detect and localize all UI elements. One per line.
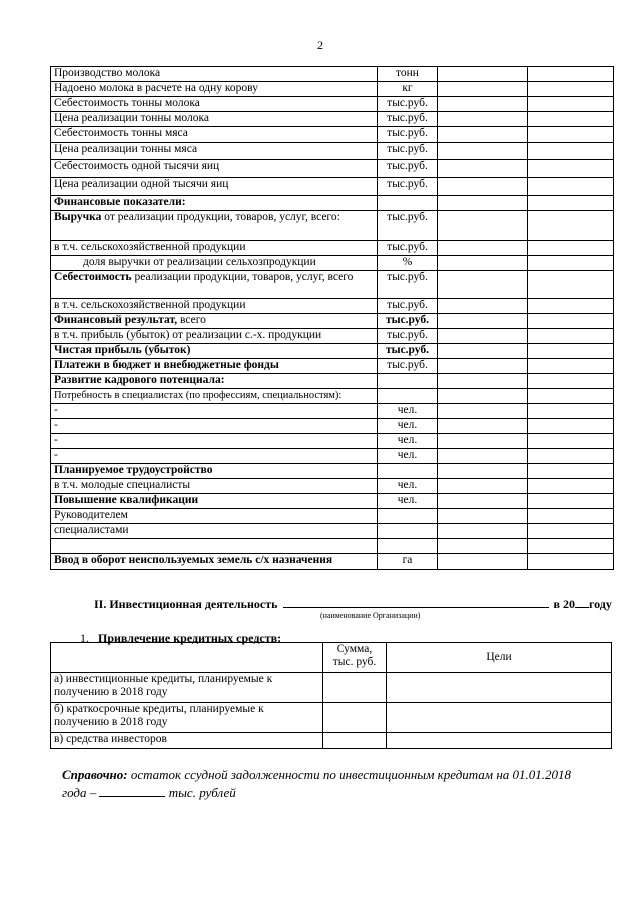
value-cell[interactable] <box>528 127 614 143</box>
row-label: в т.ч. сельскохозяйственной продукции <box>51 241 378 256</box>
row-label: Себестоимость тонны молока <box>51 97 378 112</box>
value-cell[interactable] <box>528 299 614 314</box>
row-unit <box>378 464 438 479</box>
credits-heading-text: Привлечение кредитных средств: <box>98 631 282 645</box>
table-row <box>51 178 614 196</box>
table-row <box>51 389 614 404</box>
value-cell[interactable] <box>528 404 614 419</box>
row-label-rest: реализации продукции, товаров, услуг, всего <box>131 271 354 283</box>
row-unit: тыс.руб. <box>378 329 438 344</box>
section-title <box>94 596 612 612</box>
value-cell[interactable] <box>438 329 528 344</box>
table-row <box>51 479 614 494</box>
section-title-text: II. Инвестиционная деятельность <box>94 597 278 611</box>
row-unit: га <box>378 554 438 570</box>
value-cell[interactable] <box>438 178 528 196</box>
row-unit: чел. <box>378 449 438 464</box>
row-label: специалистами <box>51 524 378 539</box>
table-row <box>51 82 614 97</box>
table-row <box>51 404 614 419</box>
value-cell[interactable] <box>438 389 528 404</box>
value-cell[interactable] <box>528 271 614 299</box>
organization-name-field[interactable] <box>283 596 549 608</box>
value-cell[interactable] <box>438 524 528 539</box>
row-unit: тыс.руб. <box>378 97 438 112</box>
table-row <box>51 703 612 733</box>
row-unit: тыс.руб. <box>378 127 438 143</box>
credit-goal-cell[interactable] <box>387 703 612 733</box>
value-cell[interactable] <box>438 211 528 241</box>
value-cell[interactable] <box>438 112 528 127</box>
value-cell[interactable] <box>438 494 528 509</box>
value-cell[interactable] <box>528 329 614 344</box>
row-unit: тыс.руб. <box>378 271 438 299</box>
page-number: 2 <box>317 38 323 52</box>
row-label: Себестоимость тонны мяса <box>51 127 378 143</box>
table-row <box>51 314 614 329</box>
table-row <box>51 344 614 359</box>
credit-row-label: а) инвестиционные кредиты, планируемые к получению в 2018 году <box>51 673 323 703</box>
row-label: Себестоимость одной тысячи яиц <box>51 160 378 178</box>
table-row <box>51 271 614 299</box>
value-cell[interactable] <box>438 256 528 271</box>
value-cell[interactable] <box>438 359 528 374</box>
value-cell[interactable] <box>528 554 614 570</box>
value-cell[interactable] <box>528 82 614 97</box>
value-cell[interactable] <box>438 449 528 464</box>
row-unit: тыс.руб. <box>378 143 438 160</box>
row-label: Производство молока <box>51 67 378 82</box>
value-cell[interactable] <box>438 196 528 211</box>
value-cell[interactable] <box>438 127 528 143</box>
row-label <box>51 211 378 241</box>
row-label: - <box>51 449 378 464</box>
row-label: в т.ч. сельскохозяйственной продукции <box>51 299 378 314</box>
value-cell[interactable] <box>438 464 528 479</box>
row-label <box>51 271 378 299</box>
value-cell[interactable] <box>528 178 614 196</box>
organization-caption: (наименование Организации) <box>320 611 421 620</box>
row-unit: тыс.руб. <box>378 211 438 241</box>
table-row <box>51 127 614 143</box>
row-label-bold: Себестоимость <box>54 271 132 283</box>
credit-sum-cell[interactable] <box>323 673 387 703</box>
year-field[interactable] <box>575 596 589 608</box>
value-cell[interactable] <box>528 314 614 329</box>
value-cell[interactable] <box>528 211 614 241</box>
value-cell[interactable] <box>438 539 528 554</box>
credit-goal-cell[interactable] <box>387 733 612 749</box>
row-unit: чел. <box>378 419 438 434</box>
value-cell[interactable] <box>528 344 614 359</box>
value-cell[interactable] <box>528 464 614 479</box>
credit-row-label: б) краткосрочные кредиты, планируемые к получению в 2018 году <box>51 703 323 733</box>
row-label-bold: Финансовый результат, <box>54 314 178 326</box>
row-unit <box>378 374 438 389</box>
row-label: Цена реализации тонны молока <box>51 112 378 127</box>
table-row <box>51 160 614 178</box>
note-text: остаток ссудной задолженности по инвестиционным кредитам на 01.01.2018 года – <box>62 767 572 800</box>
row-label: доля выручки от реализации сельхозпродукции <box>51 256 378 271</box>
value-cell[interactable] <box>438 344 528 359</box>
table-row <box>51 241 614 256</box>
row-label: Руководителем <box>51 509 378 524</box>
table-row <box>51 733 612 749</box>
value-cell[interactable] <box>528 539 614 554</box>
table-row <box>51 97 614 112</box>
value-cell[interactable] <box>438 67 528 82</box>
row-unit: кг <box>378 82 438 97</box>
indicators-table <box>50 66 614 570</box>
row-label <box>51 539 378 554</box>
credit-goal-cell[interactable] <box>387 673 612 703</box>
row-label: Повышение квалификации <box>51 494 378 509</box>
row-label-rest: от реализации продукции, товаров, услуг, всего: <box>101 211 340 223</box>
row-unit: тыс.руб. <box>378 359 438 374</box>
row-label: Цена реализации тонны мяса <box>51 143 378 160</box>
table-row <box>51 434 614 449</box>
value-cell[interactable] <box>528 449 614 464</box>
row-unit <box>378 389 438 404</box>
row-unit: тыс.руб. <box>378 160 438 178</box>
table-header-row <box>51 643 612 673</box>
value-cell[interactable] <box>528 160 614 178</box>
table-row <box>51 524 614 539</box>
debt-amount-field[interactable] <box>99 784 165 797</box>
row-label: в т.ч. молодые специалисты <box>51 479 378 494</box>
value-cell[interactable] <box>528 241 614 256</box>
row-label <box>51 314 378 329</box>
row-label: - <box>51 419 378 434</box>
table-row <box>51 494 614 509</box>
row-unit: чел. <box>378 404 438 419</box>
row-unit: тыс.руб. <box>378 112 438 127</box>
row-unit <box>378 539 438 554</box>
table-row <box>51 554 614 570</box>
note-tail: тыс. рублей <box>165 785 236 800</box>
value-cell[interactable] <box>438 554 528 570</box>
value-cell[interactable] <box>438 241 528 256</box>
value-cell[interactable] <box>438 479 528 494</box>
value-cell[interactable] <box>528 374 614 389</box>
value-cell[interactable] <box>528 434 614 449</box>
note-lead: Справочно: <box>62 767 128 782</box>
row-unit <box>378 509 438 524</box>
table-row <box>51 112 614 127</box>
row-unit: тыс.руб. <box>378 241 438 256</box>
value-cell[interactable] <box>528 112 614 127</box>
value-cell[interactable] <box>438 314 528 329</box>
row-unit: тыс.руб. <box>378 344 438 359</box>
table-row <box>51 211 614 241</box>
row-unit: чел. <box>378 494 438 509</box>
credit-row-label: в) средства инвесторов <box>51 733 323 749</box>
value-cell[interactable] <box>528 359 614 374</box>
table-row <box>51 464 614 479</box>
year-suffix: году <box>588 597 612 611</box>
value-cell[interactable] <box>438 143 528 160</box>
header-sum: Сумма, тыс. руб. <box>323 643 387 673</box>
value-cell[interactable] <box>528 97 614 112</box>
header-goal: Цели <box>387 643 612 673</box>
value-cell[interactable] <box>528 494 614 509</box>
value-cell[interactable] <box>528 389 614 404</box>
value-cell[interactable] <box>528 509 614 524</box>
row-label: Развитие кадрового потенциала: <box>51 374 378 389</box>
row-label: Планируемое трудоустройство <box>51 464 378 479</box>
value-cell[interactable] <box>528 143 614 160</box>
row-unit: чел. <box>378 434 438 449</box>
reference-note <box>62 766 582 802</box>
value-cell[interactable] <box>438 419 528 434</box>
row-label: Цена реализации одной тысячи яиц <box>51 178 378 196</box>
row-unit: тыс.руб. <box>378 314 438 329</box>
credits-heading-number: 1. <box>80 631 89 645</box>
value-cell[interactable] <box>438 97 528 112</box>
value-cell[interactable] <box>438 509 528 524</box>
row-label: Финансовые показатели: <box>51 196 378 211</box>
table-row <box>51 419 614 434</box>
row-unit: тонн <box>378 67 438 82</box>
row-label: в т.ч. прибыль (убыток) от реализации с.-х. продукции <box>51 329 378 344</box>
table-row <box>51 67 614 82</box>
row-label-rest: всего <box>177 314 206 326</box>
value-cell[interactable] <box>528 67 614 82</box>
table-row <box>51 539 614 554</box>
header-empty <box>51 643 323 673</box>
row-label: Платежи в бюджет и внебюджетные фонды <box>51 359 378 374</box>
value-cell[interactable] <box>528 196 614 211</box>
row-label: Надоено молока в расчете на одну корову <box>51 82 378 97</box>
value-cell[interactable] <box>528 524 614 539</box>
row-unit: % <box>378 256 438 271</box>
table-row <box>51 329 614 344</box>
row-label: - <box>51 404 378 419</box>
value-cell[interactable] <box>438 271 528 299</box>
table-row <box>51 143 614 160</box>
row-unit: тыс.руб. <box>378 178 438 196</box>
value-cell[interactable] <box>528 419 614 434</box>
credit-sum-cell[interactable] <box>323 703 387 733</box>
table-row <box>51 673 612 703</box>
value-cell[interactable] <box>438 434 528 449</box>
row-unit <box>378 524 438 539</box>
table-row <box>51 374 614 389</box>
value-cell[interactable] <box>438 160 528 178</box>
row-label: Чистая прибыль (убыток) <box>51 344 378 359</box>
row-unit <box>378 196 438 211</box>
table-row <box>51 449 614 464</box>
value-cell[interactable] <box>438 299 528 314</box>
row-unit: тыс.руб. <box>378 299 438 314</box>
value-cell[interactable] <box>438 374 528 389</box>
value-cell[interactable] <box>528 256 614 271</box>
credit-sum-cell[interactable] <box>323 733 387 749</box>
table-row <box>51 359 614 374</box>
row-label: - <box>51 434 378 449</box>
table-row <box>51 509 614 524</box>
value-cell[interactable] <box>438 404 528 419</box>
table-row <box>51 196 614 211</box>
table-row <box>51 299 614 314</box>
row-label: Ввод в оборот неиспользуемых земель с/х назначения <box>51 554 378 570</box>
credits-table <box>50 642 612 749</box>
value-cell[interactable] <box>438 82 528 97</box>
table-row <box>51 256 614 271</box>
row-label-bold: Выручка <box>54 211 102 223</box>
value-cell[interactable] <box>528 479 614 494</box>
row-label: Потребность в специалистах (по профессиям, специальностям): <box>51 389 378 404</box>
year-prefix: в 20 <box>553 597 575 611</box>
row-unit: чел. <box>378 479 438 494</box>
